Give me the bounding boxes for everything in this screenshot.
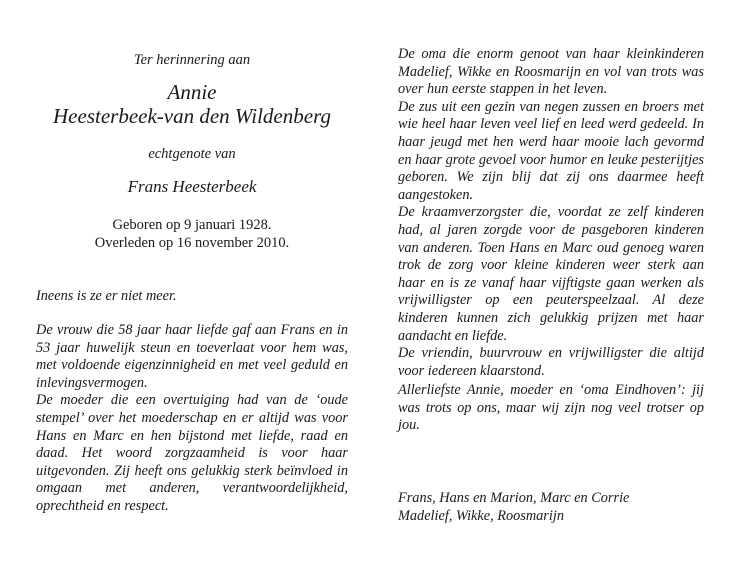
signature-line-1: Frans, Hans en Marion, Marc en Corrie [398, 490, 630, 506]
paragraph-partner: De vrouw die 58 jaar haar liefde gaf aan Frans en in 53 jaar huwelijk steun en toeverlaat voor hem was, met voldoende eigenzinnigheid en met veel geduld en inlevingsvermogen. [36, 322, 348, 391]
closing-text: Allerliefste Annie, moeder en ‘oma Eindhoven’: jij was trots op ons, maar wij zijn nog veel trotser op jou. [398, 382, 704, 434]
first-name: Annie [167, 80, 217, 104]
signature-block [398, 490, 704, 525]
spouse-intro: echtgenote van [148, 146, 236, 162]
death-date: Overleden op 16 november 2010. [94, 235, 290, 251]
paragraph-grandmother: De oma die enorm genoot van haar kleinkinderen Madelief, Wikke en Roosmarijn en vol van trots was over hun eerste stappen in het leven. [398, 46, 704, 98]
paragraph-sister: De zus uit een gezin van negen zussen en broers met wie heel haar leven veel lief en leed werd gedeeld. In haar jeugd met hen werd haar mooie lach gevormd en haar grote gevoel voor humor en leuke pesterijtjes geboren. We zijn blij dat zij ons daarmee heeft aangestoken. [398, 98, 704, 203]
spouse-name: Frans Heesterbeek [127, 177, 257, 196]
full-name: Heesterbeek-van den Wildenberg [53, 104, 331, 128]
opening-line: Ineens is ze er niet meer. [36, 288, 177, 304]
paragraph-mother: De moeder die een overtuiging had van de ‘oude stempel’ over het moederschap en er altijd was voor Hans en Marc en hen bijstond met liefde, raad en daad. Het woord zorgzaamheid is voor haar uitgevonden. Zij heeft ons gelukkig sterk beïnvloed in omgaan met anderen, verantwoordelijkheid, oprechtheid en respect. [36, 392, 348, 514]
intro-text: Ter herinnering aan [133, 52, 251, 68]
signature-line-2: Madelief, Wikke, Roosmarijn [398, 507, 564, 524]
paragraph-maternity-nurse: De kraamverzorgster die, voordat ze zelf kinderen had, al jaren zorgde voor de pasgeboren kinderen van anderen. Toen Hans en Marc oud genoeg waren trok de zorg voor kleine kinderen weer sterk aan haar en is ze vanaf haar vijftigste gaan werken als vrijwilligster op een peuterspeelzaal. Al deze kinderen kunnen zich gelukkig prijzen met haar aandacht en liefde. [398, 204, 704, 344]
life-dates [36, 216, 348, 252]
right-body [398, 46, 704, 380]
birth-date: Geboren op 9 januari 1928. [112, 217, 272, 233]
left-body [36, 322, 348, 516]
paragraph-friend: De vriendin, buurvrouw en vrijwilligster die altijd voor iedereen klaarstond. [398, 345, 704, 379]
